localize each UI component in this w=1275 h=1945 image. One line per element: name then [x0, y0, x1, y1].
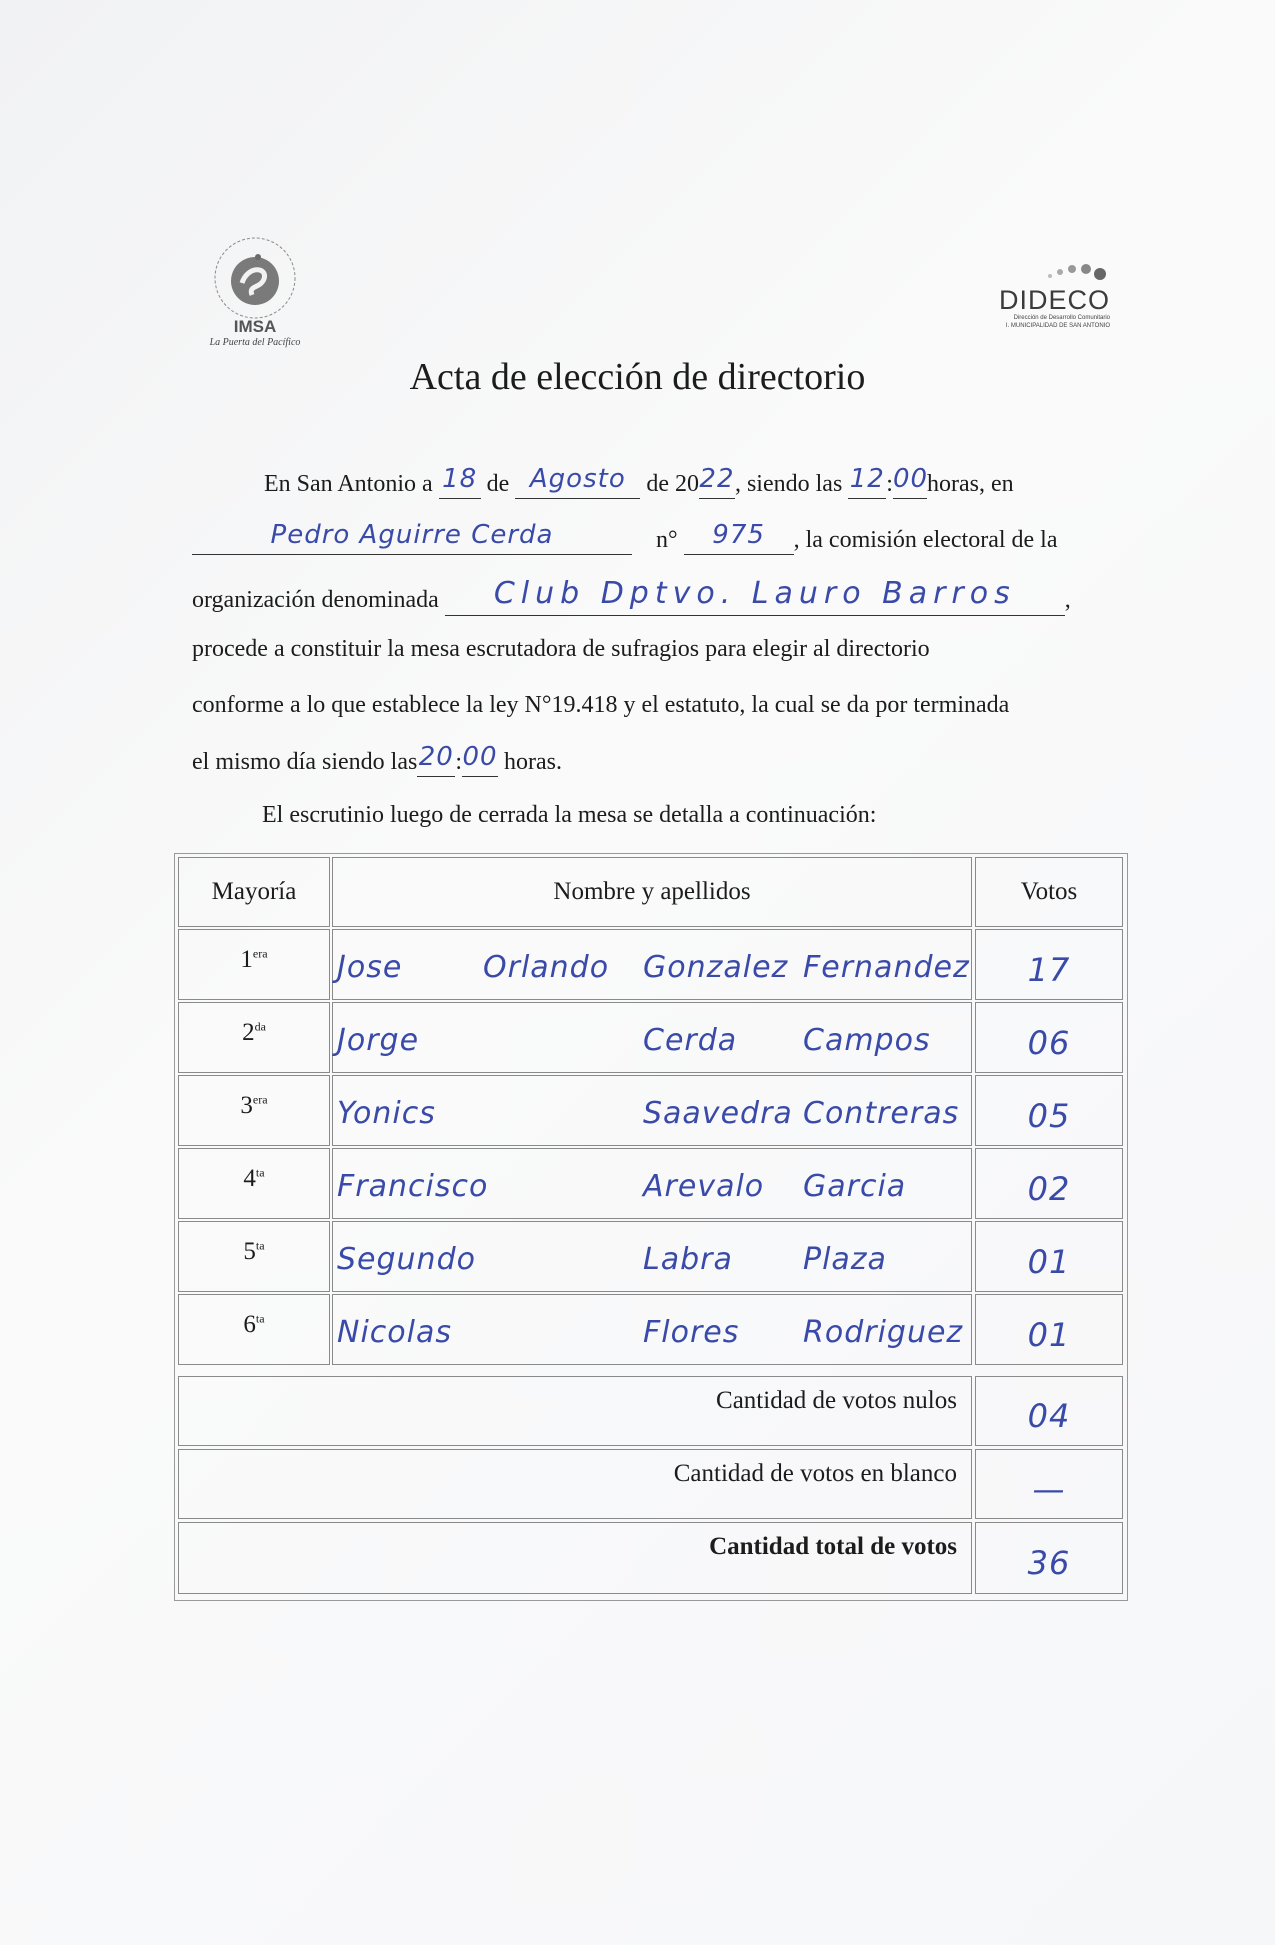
rank-suffix: ta — [255, 1238, 265, 1253]
candidate-last2: Plaza — [803, 1242, 887, 1277]
total-label: Cantidad total de votos — [178, 1522, 972, 1594]
candidate-last1: Gonzalez — [643, 950, 789, 985]
intro-line-6 — [192, 742, 1110, 786]
intro-text: , siendo las — [734, 471, 843, 497]
candidate-last1: Saavedra — [643, 1096, 793, 1131]
name-cell — [332, 929, 972, 1000]
dideco-name: DIDECO — [998, 285, 1110, 315]
intro-text: de 20 — [646, 471, 699, 497]
month-field: Agosto — [529, 464, 626, 494]
rank-cell — [178, 1075, 330, 1146]
day-field: 18 — [442, 464, 478, 494]
org-name-field: Club Dptvo. Lauro Barros — [493, 576, 1016, 611]
rank-cell — [178, 1148, 330, 1219]
imsa-seal-icon — [212, 235, 298, 321]
rank-suffix: era — [252, 946, 268, 961]
dideco-logo — [980, 258, 1110, 330]
colon: : — [455, 749, 462, 775]
header-nombre: Nombre y apellidos — [332, 857, 972, 927]
candidate-last1: Labra — [643, 1242, 733, 1277]
dideco-subtitle-2: I. MUNICIPALIDAD DE SAN ANTONIO — [1005, 323, 1110, 329]
colon: : — [886, 471, 893, 497]
name-cell — [332, 1294, 972, 1365]
imsa-name: IMSA — [233, 317, 277, 336]
intro-text: horas. — [503, 749, 562, 775]
intro-line-7: El escrutinio luego de cerrada la mesa se detalla a continuación: — [262, 802, 877, 828]
candidate-last1: Flores — [643, 1315, 740, 1350]
rank-number: 5 — [243, 1238, 256, 1265]
candidate-last2: Garcia — [803, 1169, 907, 1204]
intro-line-1 — [192, 464, 1110, 508]
page-title: Acta de elección de directorio — [409, 356, 866, 398]
street-field: Pedro Aguirre Cerda — [270, 520, 554, 550]
candidate-first: Jose — [337, 950, 403, 985]
votes-cell: 06 — [975, 1002, 1123, 1073]
rank-suffix: ta — [255, 1165, 265, 1180]
intro-line-3 — [192, 576, 1110, 620]
intro-text: de — [486, 471, 510, 497]
rank-cell — [178, 1002, 330, 1073]
votes-cell: 05 — [975, 1075, 1123, 1146]
name-cell — [332, 1002, 972, 1073]
nulls-label: Cantidad de votos nulos — [178, 1376, 972, 1446]
header-votos: Votos — [975, 857, 1123, 927]
end-min-field: 00 — [462, 742, 498, 772]
imsa-tagline: La Puerta del Pacífico — [209, 337, 301, 348]
intro-text: el mismo día siendo las — [192, 749, 418, 775]
nulls-value: 04 — [975, 1376, 1123, 1446]
start-hour-field: 12 — [849, 464, 885, 494]
header-mayoria: Mayoría — [178, 857, 330, 927]
intro-text: horas, en — [926, 471, 1014, 497]
dideco-subtitle-1: Dirección de Desarrollo Comunitario — [1013, 315, 1110, 321]
name-cell — [332, 1075, 972, 1146]
imsa-logo — [190, 235, 320, 348]
intro-line-5: conforme a lo que establece la ley N°19.418 y el estatuto, la cual se da por terminada — [192, 692, 1010, 718]
intro-text: En San Antonio a — [264, 471, 433, 497]
intro-text: , — [1064, 587, 1071, 613]
votes-cell: 02 — [975, 1148, 1123, 1219]
blank-label: Cantidad de votos en blanco — [178, 1449, 972, 1519]
votes-cell: 01 — [975, 1294, 1123, 1365]
blank-value: — — [975, 1449, 1123, 1519]
rank-number: 1 — [240, 946, 253, 973]
rank-suffix: ta — [255, 1311, 265, 1326]
candidate-first: Jorge — [337, 1023, 420, 1058]
total-value: 36 — [975, 1522, 1123, 1594]
candidate-last2: Campos — [803, 1023, 931, 1058]
rank-number: 6 — [243, 1311, 256, 1338]
end-hour-field: 20 — [418, 742, 454, 772]
candidate-last2: Contreras — [803, 1096, 960, 1131]
intro-line-4: procede a constituir la mesa escrutadora de sufragios para elegir al directorio — [192, 636, 930, 662]
candidate-last2: Rodriguez — [803, 1315, 964, 1350]
candidate-first: Segundo — [337, 1242, 476, 1277]
start-min-field: 00 — [892, 464, 929, 494]
rank-number: 3 — [240, 1092, 253, 1119]
rank-suffix: era — [252, 1092, 268, 1107]
votes-cell: 01 — [975, 1221, 1123, 1292]
candidate-first: Francisco — [337, 1169, 489, 1204]
rank-cell — [178, 929, 330, 1000]
candidate-last1: Cerda — [643, 1023, 738, 1058]
results-table — [174, 853, 1128, 1601]
number-field: 975 — [712, 520, 765, 550]
name-cell — [332, 1221, 972, 1292]
rank-cell — [178, 1221, 330, 1292]
intro-line-2 — [192, 520, 1110, 564]
candidate-first: Yonics — [337, 1096, 436, 1131]
rank-number: 4 — [243, 1165, 256, 1192]
rank-suffix: da — [254, 1019, 266, 1034]
year-field: 22 — [699, 464, 735, 494]
candidate-middle: Orlando — [483, 950, 610, 985]
votes-cell: 17 — [975, 929, 1123, 1000]
intro-text: n° — [656, 527, 678, 553]
candidate-last2: Fernandez — [803, 950, 970, 985]
name-cell — [332, 1148, 972, 1219]
dideco-dots-icon — [980, 258, 1110, 286]
candidate-first: Nicolas — [337, 1315, 452, 1350]
rank-cell — [178, 1294, 330, 1365]
candidate-last1: Arevalo — [643, 1169, 765, 1204]
rank-number: 2 — [242, 1019, 255, 1046]
intro-text: , la comisión electoral de la — [793, 527, 1058, 553]
intro-text: organización denominada — [192, 587, 439, 613]
